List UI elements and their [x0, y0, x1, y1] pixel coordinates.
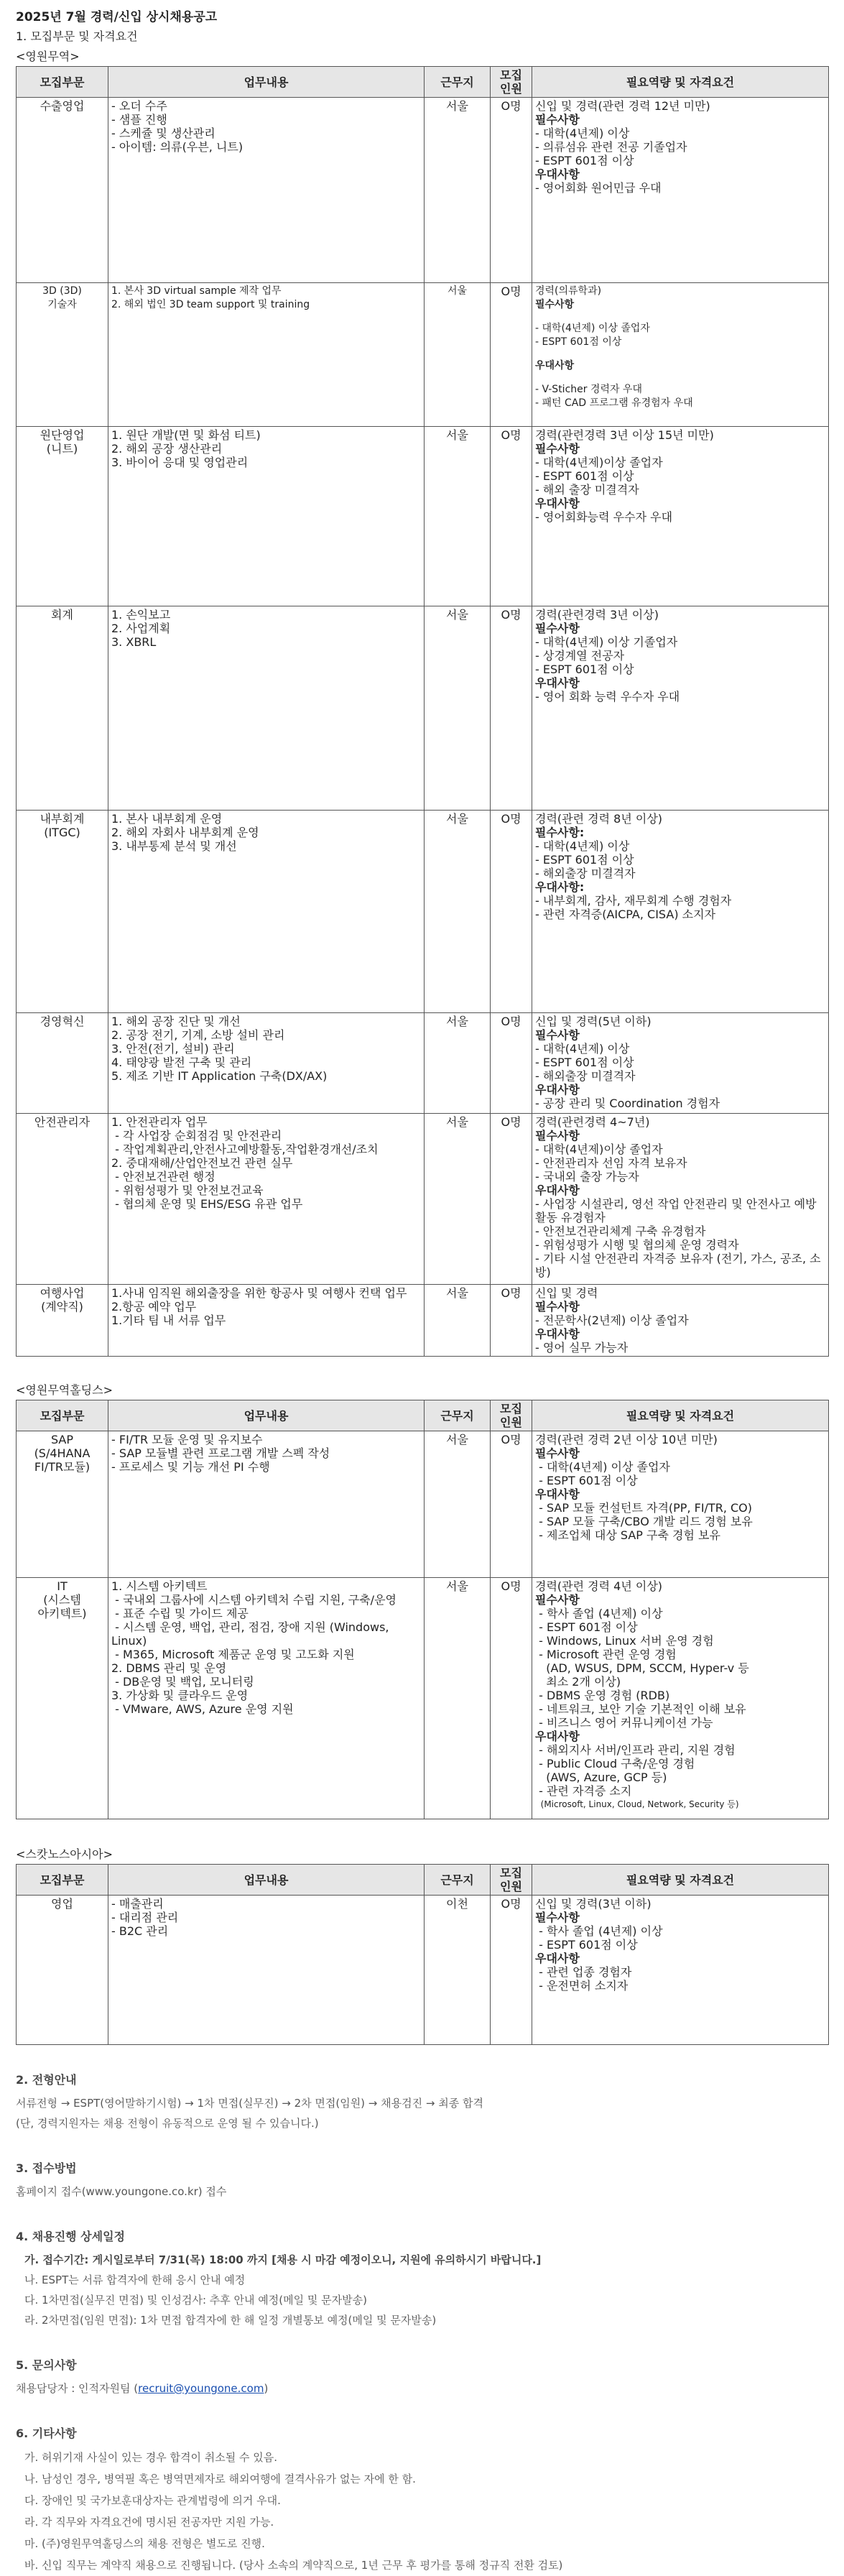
- qualification-line: 신입 및 경력(3년 이하): [535, 1897, 651, 1911]
- duty-line: 1.기타 팀 내 서류 업무: [111, 1314, 226, 1327]
- duty-line: 1. 원단 개발(면 및 화섬 티트): [111, 428, 261, 442]
- qualification-line: - ESPT 601점 이상: [535, 154, 634, 167]
- qualification-line: 경력(관련 경력 4년 이상): [535, 1579, 663, 1593]
- qualification-line: - 사업장 시설관리, 영선 작업 안전관리 및 안전사고 예방활동 유경험자: [535, 1197, 817, 1224]
- location-cell: 서울: [425, 98, 491, 283]
- notice-item: 바. 신입 직무는 계약직 채용으로 진행됩니다. (당사 소속의 계약직으로, 1년 근무 후 평가를 통해 정규직 전환 검토): [24, 2559, 563, 2572]
- table-row: [17, 606, 829, 811]
- qualification-line: 경력(관련 경력 8년 이상): [535, 812, 663, 826]
- qualification-heading: 필수사항: [535, 1028, 580, 1042]
- headcount-cell: O명: [491, 606, 532, 811]
- table-row: [17, 1114, 829, 1285]
- table-row: [17, 1431, 829, 1578]
- duty-line: - B2C 관리: [111, 1924, 169, 1938]
- qualification-line: - Public Cloud 구축/운영 경험: [535, 1757, 695, 1771]
- page-title: 2025년 7월 경력/신입 상시채용공고: [16, 10, 218, 24]
- duties-cell: [108, 98, 425, 283]
- dept-cell: 여행사업 (계약직): [17, 1285, 108, 1357]
- qualification-line: - 기타 시설 안전관리 자격증 보유자 (전기, 가스, 공조, 소방): [535, 1252, 821, 1279]
- duty-line: 1. 본사 내부회계 운영: [111, 812, 223, 826]
- qualification-heading: 필수사항: [535, 1300, 580, 1314]
- section2-heading: 2. 전형안내: [16, 2073, 77, 2087]
- location-cell: 서울: [425, 1431, 491, 1578]
- column-header: 필요역량 및 자격요건: [532, 67, 829, 98]
- recruit-email-link[interactable]: recruit@youngone.com: [138, 2382, 264, 2395]
- qualification-line: - 영어회화 원어민급 우대: [535, 181, 662, 195]
- qualification-line: 경력(관련경력 3년 이상 15년 미만): [535, 428, 714, 442]
- qualification-line: - 대학(4년제) 이상: [535, 839, 630, 853]
- duty-line: 1. 해외 공장 진단 및 개선: [111, 1015, 241, 1028]
- table-header-row: [17, 1865, 829, 1896]
- duty-line: - VMware, AWS, Azure 운영 지원: [111, 1702, 294, 1716]
- column-header: 근무지: [425, 1865, 491, 1896]
- headcount-cell: O명: [491, 1285, 532, 1357]
- qualification-line: - 대학(4년제) 이상: [535, 126, 630, 140]
- qualifications-cell: [532, 1896, 829, 2045]
- table-row: [17, 1896, 829, 2045]
- qualification-line: - Microsoft 관련 운영 경험: [535, 1648, 677, 1661]
- qualification-line: (AD, WSUS, DPM, SCCM, Hyper-v 등: [535, 1661, 749, 1675]
- duty-line: 1. 시스템 아키텍트: [111, 1579, 208, 1593]
- schedule-item: 다. 1차면접(실무진 면접) 및 인성검사: 추후 안내 예정(메일 및 문자발송): [24, 2294, 367, 2307]
- headcount-cell: O명: [491, 1896, 532, 2045]
- duty-line: 3. 가상화 및 클라우드 운영: [111, 1689, 249, 1702]
- qualification-heading: 필수사항: [535, 1129, 580, 1142]
- job-table: [16, 1400, 829, 1819]
- qualification-line: - 해외출장 미결격자: [535, 1069, 636, 1083]
- column-header: 근무지: [425, 1400, 491, 1431]
- qualification-heading: 우대사항: [535, 676, 580, 690]
- section3-heading: 3. 접수방법: [16, 2161, 77, 2175]
- duty-line: - 위험성평가 및 안전보건교육: [111, 1183, 264, 1197]
- duty-line: - 프로세스 및 기능 개선 PI 수행: [111, 1460, 270, 1474]
- qualification-heading: 우대사항:: [535, 880, 585, 894]
- duties-cell: [108, 811, 425, 1013]
- headcount-cell: O명: [491, 811, 532, 1013]
- duty-line: 2.항공 예약 업무: [111, 1300, 197, 1314]
- dept-cell: 경영혁신: [17, 1013, 108, 1114]
- qualification-line: - 영어회화능력 우수자 우대: [535, 510, 673, 524]
- duty-line: - 아이템: 의류(우븐, 니트): [111, 140, 244, 154]
- qualifications-cell: [532, 283, 829, 427]
- qualification-line: [535, 373, 825, 383]
- column-header: 모집 인원: [491, 1400, 532, 1431]
- duty-line: - DB운영 및 백업, 모니터링: [111, 1675, 254, 1689]
- qualification-line: - V-Sticher 경력자 우대: [535, 384, 643, 395]
- qualification-line: - ESPT 601점 이상: [535, 1938, 638, 1952]
- table-row: [17, 283, 829, 427]
- location-cell: 서울: [425, 1578, 491, 1819]
- duty-line: - 시스템 운영, 백업, 관리, 점검, 장애 지원 (Windows, Linux): [111, 1620, 393, 1648]
- table-header-row: [17, 67, 829, 98]
- qualification-line: - SAP 모듈 구축/CBO 개발 리드 경험 보유: [535, 1515, 753, 1528]
- qualification-line: - ESPT 601점 이상: [535, 663, 634, 676]
- qualification-line: - 영어 실무 가능자: [535, 1341, 629, 1354]
- qualification-heading: 필수사항: [535, 1446, 580, 1460]
- qualification-line: - Windows, Linux 서버 운영 경험: [535, 1634, 714, 1648]
- qualification-heading: 우대사항: [535, 360, 575, 371]
- location-cell: 이천: [425, 1896, 491, 2045]
- qualification-line: - 학사 졸업 (4년제) 이상: [535, 1924, 663, 1938]
- job-posting-page: [16, 7, 828, 2576]
- qualification-line: - 대학(4년제)이상 졸업자: [535, 1142, 663, 1156]
- qualification-line: - ESPT 601점 이상: [535, 336, 622, 348]
- qualification-heading: 필수사항: [535, 1593, 580, 1607]
- duties-cell: [108, 1285, 425, 1357]
- headcount-cell: O명: [491, 1013, 532, 1114]
- qualification-line: - 안전관리자 선임 자격 보유자: [535, 1156, 687, 1170]
- qualification-line: - 네트워크, 보안 기술 기본적인 이해 보유: [535, 1702, 746, 1716]
- location-cell: 서울: [425, 811, 491, 1013]
- duty-line: 1. 본사 3D virtual sample 제작 업무: [111, 285, 282, 297]
- duty-line: 1.사내 임직원 해외출장을 위한 항공사 및 여행사 컨택 업무: [111, 1286, 407, 1300]
- duty-line: - SAP 모듈별 관련 프로그램 개발 스펙 작성: [111, 1446, 330, 1460]
- qualification-line: - 상경계열 전공자: [535, 649, 625, 663]
- qualification-line: - 관련 업종 경험자: [535, 1965, 632, 1979]
- column-header: 근무지: [425, 67, 491, 98]
- qualification-line: - ESPT 601점 이상: [535, 853, 634, 867]
- qualification-heading: 우대사항: [535, 1083, 580, 1097]
- qualification-line: (Microsoft, Linux, Cloud, Network, Security 등): [535, 1799, 739, 1809]
- duties-cell: [108, 283, 425, 427]
- section5-heading: 5. 문의사항: [16, 2358, 77, 2372]
- section4-heading: 4. 채용진행 상세일정: [16, 2230, 125, 2243]
- headcount-cell: O명: [491, 1431, 532, 1578]
- column-header: 필요역량 및 자격요건: [532, 1400, 829, 1431]
- qualifications-cell: [532, 1013, 829, 1114]
- qualifications-cell: [532, 1114, 829, 1285]
- dept-cell: 영업: [17, 1896, 108, 2045]
- qualification-heading: 필수사항: [535, 299, 575, 310]
- dept-cell: IT (시스템 아키텍트): [17, 1578, 108, 1819]
- qualification-line: 신입 및 경력(5년 이하): [535, 1015, 651, 1028]
- qualification-line: - 국내외 출장 가능자: [535, 1170, 639, 1183]
- qualification-line: - 내부회계, 감사, 재무회계 수행 경험자: [535, 894, 732, 908]
- table-row: [17, 1013, 829, 1114]
- duties-cell: [108, 1013, 425, 1114]
- section6-heading: 6. 기타사항: [16, 2427, 77, 2440]
- qualifications-cell: [532, 606, 829, 811]
- qualifications-cell: [532, 1431, 829, 1578]
- duties-cell: [108, 427, 425, 606]
- qualification-line: - DBMS 운영 경험 (RDB): [535, 1689, 670, 1702]
- qualification-line: - ESPT 601점 이상: [535, 1620, 638, 1634]
- qualification-heading: 필수사항: [535, 113, 580, 126]
- qualification-heading: 필수사항: [535, 622, 580, 635]
- application-method: 홈페이지 접수(www.youngone.co.kr) 접수: [16, 2185, 227, 2198]
- qualification-heading: 필수사항: [535, 1911, 580, 1924]
- duties-cell: [108, 606, 425, 811]
- qualification-line: 최소 2개 이상): [535, 1675, 621, 1689]
- notice-item: 라. 각 직무와 자격요건에 명시된 전공자만 지원 가능.: [24, 2516, 274, 2529]
- dept-cell: 회계: [17, 606, 108, 811]
- column-header: 업무내용: [108, 67, 425, 98]
- qualification-line: - 해외 출장 미결격자: [535, 483, 639, 497]
- column-header: 필요역량 및 자격요건: [532, 1865, 829, 1896]
- location-cell: 서울: [425, 427, 491, 606]
- headcount-cell: O명: [491, 1578, 532, 1819]
- dept-cell: 안전관리자: [17, 1114, 108, 1285]
- qualification-line: - ESPT 601점 이상: [535, 469, 634, 483]
- qualification-line: - 공장 관리 및 Coordination 경험자: [535, 1097, 720, 1110]
- qualification-line: - ESPT 601점 이상: [535, 1474, 638, 1487]
- qualification-line: - ESPT 601점 이상: [535, 1056, 634, 1069]
- table-row: [17, 1285, 829, 1357]
- duty-line: 3. XBRL: [111, 635, 157, 649]
- qualification-heading: 우대사항: [535, 1730, 580, 1743]
- duty-line: 5. 제조 기반 IT Application 구축(DX/AX): [111, 1069, 328, 1083]
- qualification-line: - 전문학사(2년제) 이상 졸업자: [535, 1314, 689, 1327]
- duty-line: - 스케쥴 및 생산관리: [111, 126, 215, 140]
- qualification-heading: 우대사항: [535, 1952, 580, 1965]
- duty-line: - 대리점 관리: [111, 1911, 179, 1924]
- qualification-line: [535, 312, 825, 322]
- column-header: 업무내용: [108, 1400, 425, 1431]
- qualification-line: 경력(관련 경력 2년 이상 10년 미만): [535, 1433, 718, 1446]
- duty-line: - 샘플 진행: [111, 113, 167, 126]
- qualification-heading: 필수사항:: [535, 826, 585, 839]
- schedule-item: 나. ESPT는 서류 합격자에 한해 응시 안내 예정: [24, 2273, 246, 2286]
- duty-line: 2. DBMS 관리 및 운영: [111, 1661, 227, 1675]
- qualification-line: - 제조업체 대상 SAP 구축 경험 보유: [535, 1528, 720, 1542]
- qualifications-cell: [532, 98, 829, 283]
- qualification-heading: 우대사항: [535, 1327, 580, 1341]
- duty-line: 1. 안전관리자 업무: [111, 1115, 208, 1129]
- table-row: [17, 98, 829, 283]
- duty-line: 3. 바이어 응대 및 영업관리: [111, 456, 249, 469]
- notice-item: 가. 허위기재 사실이 있는 경우 합격이 취소될 수 있음.: [24, 2451, 277, 2464]
- column-header: 모집부문: [17, 1400, 108, 1431]
- job-table: [16, 66, 829, 1357]
- column-header: 모집부문: [17, 67, 108, 98]
- duty-line: - M365, Microsoft 제품군 운영 및 고도화 지원: [111, 1648, 355, 1661]
- contact-suffix: ): [264, 2382, 269, 2395]
- qualification-line: 신입 및 경력: [535, 1286, 598, 1300]
- qualification-line: [535, 349, 825, 359]
- dept-cell: 수출영업: [17, 98, 108, 283]
- duty-line: 3. 내부통제 분석 및 개선: [111, 839, 237, 853]
- qualification-line: - 비즈니스 영어 커뮤니케이션 가능: [535, 1716, 713, 1730]
- duties-cell: [108, 1114, 425, 1285]
- duty-line: - 오더 수주: [111, 99, 167, 113]
- duty-line: 2. 해외 공장 생산관리: [111, 442, 223, 456]
- dept-cell: 3D (3D) 기술자: [17, 283, 108, 427]
- qualification-line: - 대학(4년제)이상 졸업자: [535, 456, 663, 469]
- location-cell: 서울: [425, 1013, 491, 1114]
- schedule-item: 라. 2차면접(임원 면접): 1차 면접 합격자에 한 해 일정 개별통보 예정(메일 및 문자발송): [24, 2314, 437, 2327]
- location-cell: 서울: [425, 606, 491, 811]
- dept-cell: 원단영업 (니트): [17, 427, 108, 606]
- qualification-heading: 우대사항: [535, 167, 580, 181]
- qualification-line: - 의류섬유 관련 전공 기졸업자: [535, 140, 687, 154]
- column-header: 모집 인원: [491, 67, 532, 98]
- company-label: <영원무역>: [16, 50, 80, 63]
- location-cell: 서울: [425, 1285, 491, 1357]
- qualification-heading: 우대사항: [535, 1183, 580, 1197]
- dept-cell: 내부회계 (ITGC): [17, 811, 108, 1013]
- qualifications-cell: [532, 427, 829, 606]
- table-row: [17, 427, 829, 606]
- duty-line: 1. 손익보고: [111, 608, 171, 622]
- notice-item: 나. 남성인 경우, 병역필 혹은 병역면제자로 해외여행에 결격사유가 없는 자에 한 함.: [24, 2473, 416, 2485]
- qualification-line: - 관련 자격증 소지: [535, 1784, 632, 1798]
- duty-line: 2. 해외 자회사 내부회계 운영: [111, 826, 259, 839]
- qualification-heading: 필수사항: [535, 442, 580, 456]
- contact-line: [16, 2378, 828, 2399]
- qualifications-cell: [532, 811, 829, 1013]
- company-label: <영원무역홀딩스>: [16, 1383, 113, 1397]
- qualification-line: - 관련 자격증(AICPA, CISA) 소지자: [535, 908, 716, 921]
- duty-line: 2. 중대재해/산업안전보건 관련 실무: [111, 1156, 293, 1170]
- location-cell: 서울: [425, 283, 491, 427]
- duty-line: - FI/TR 모듈 운영 및 유지보수: [111, 1433, 263, 1446]
- qualification-line: - 안전보건관리체계 구축 유경험자: [535, 1224, 706, 1238]
- duty-line: - 작업계획관리,안전사고예방활동,작업환경개선/조치: [111, 1142, 379, 1156]
- duties-cell: [108, 1578, 425, 1819]
- headcount-cell: O명: [491, 98, 532, 283]
- duty-line: 2. 해외 법인 3D team support 및 training: [111, 299, 310, 310]
- duty-line: 2. 사업계획: [111, 622, 171, 635]
- location-cell: 서울: [425, 1114, 491, 1285]
- qualification-line: - 해외지사 서버/인프라 관리, 지원 경험: [535, 1743, 736, 1757]
- duty-line: 2. 공장 전기, 기계, 소방 설비 관리: [111, 1028, 285, 1042]
- selection-process: 서류전형 → ESPT(영어말하기시험) → 1차 면접(실무진) → 2차 면접(임원) → 채용검진 → 최종 합격: [16, 2097, 483, 2110]
- notice-item: 다. 장애인 및 국가보훈대상자는 관계법령에 의거 우대.: [24, 2494, 281, 2507]
- schedule-item: 가. 접수기간: 게시일로부터 7/31(목) 18:00 까지 [채용 시 마감 예정이오니, 지원에 유의하시기 바랍니다.]: [24, 2253, 542, 2266]
- qualification-line: - 패턴 CAD 프로그램 유경험자 우대: [535, 397, 693, 409]
- qualification-line: 신입 및 경력(관련 경력 12년 미만): [535, 99, 710, 113]
- duty-line: - 안전보건관련 행정: [111, 1170, 215, 1183]
- qualification-heading: 우대사항: [535, 1487, 580, 1501]
- qualification-line: 경력(의류학과): [535, 285, 602, 297]
- headcount-cell: O명: [491, 427, 532, 606]
- qualification-line: - 대학(4년제) 이상 졸업자: [535, 1460, 670, 1474]
- qualification-line: - SAP 모듈 컨설턴트 자격(PP, FI/TR, CO): [535, 1501, 752, 1515]
- duty-line: - 국내외 그룹사에 시스템 아키텍처 수립 지원, 구축/운영: [111, 1593, 397, 1607]
- table-header-row: [17, 1400, 829, 1431]
- section1-heading: 1. 모집부문 및 자격요건: [16, 29, 138, 43]
- qualification-line: 경력(관련경력 4~7년): [535, 1115, 650, 1129]
- column-header: 업무내용: [108, 1865, 425, 1896]
- duty-line: 3. 안전(전기, 설비) 관리: [111, 1042, 235, 1056]
- qualification-line: 경력(관련경력 3년 이상): [535, 608, 659, 622]
- table-row: [17, 811, 829, 1013]
- duty-line: - 협의체 운영 및 EHS/ESG 유관 업무: [111, 1197, 303, 1211]
- qualification-line: - 대학(4년제) 이상: [535, 1042, 630, 1056]
- qualification-line: - 학사 졸업 (4년제) 이상: [535, 1607, 663, 1620]
- column-header: 모집 인원: [491, 1865, 532, 1896]
- contact-prefix: 채용담당자 : 인적자원팀 (: [16, 2382, 139, 2395]
- qualification-line: - 영어 회화 능력 우수자 우대: [535, 690, 680, 703]
- qualification-line: - 운전면허 소지자: [535, 1979, 629, 1993]
- job-tables: [16, 46, 828, 2045]
- headcount-cell: O명: [491, 283, 532, 427]
- qualification-line: - 대학(4년제) 이상 기졸업자: [535, 635, 678, 649]
- duties-cell: [108, 1431, 425, 1578]
- duty-line: - 표준 수립 및 가이드 제공: [111, 1607, 249, 1620]
- job-table: [16, 1864, 829, 2045]
- qualification-line: (AWS, Azure, GCP 등): [535, 1771, 667, 1784]
- column-header: 모집부문: [17, 1865, 108, 1896]
- qualification-line: - 대학(4년제) 이상 졸업자: [535, 323, 650, 334]
- table-row: [17, 1578, 829, 1819]
- company-label: <스캇노스아시아>: [16, 1847, 113, 1861]
- qualification-heading: 우대사항: [535, 497, 580, 510]
- duty-line: 4. 태양광 발전 구축 및 관리: [111, 1056, 252, 1069]
- duties-cell: [108, 1896, 425, 2045]
- dept-cell: SAP (S/4HANA FI/TR모듈): [17, 1431, 108, 1578]
- qualification-line: - 위험성평가 시행 및 협의체 운영 경력자: [535, 1238, 739, 1252]
- qualification-line: - 해외출장 미결격자: [535, 867, 636, 880]
- notice-item: 마. (주)영원무역홀딩스의 채용 전형은 별도로 진행.: [24, 2537, 265, 2550]
- duty-line: - 매출관리: [111, 1897, 164, 1911]
- qualifications-cell: [532, 1285, 829, 1357]
- qualifications-cell: [532, 1578, 829, 1819]
- selection-note: (단, 경력지원자는 채용 전형이 유동적으로 운영 될 수 있습니다.): [16, 2117, 319, 2130]
- headcount-cell: O명: [491, 1114, 532, 1285]
- duty-line: - 각 사업장 순회점검 및 안전관리: [111, 1129, 282, 1142]
